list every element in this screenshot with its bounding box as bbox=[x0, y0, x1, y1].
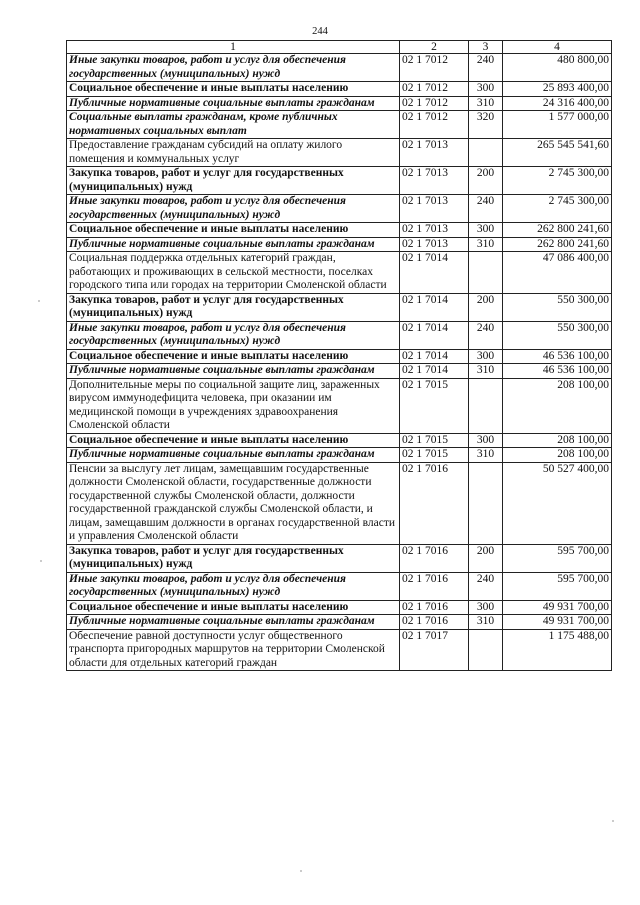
row-name: Закупка товаров, работ и услуг для государственных (муниципальных) нужд bbox=[67, 293, 400, 321]
row-expense-type: 200 bbox=[469, 544, 503, 572]
row-amount: 46 536 100,00 bbox=[503, 364, 612, 379]
row-expense-type: 300 bbox=[469, 223, 503, 238]
row-name: Социальное обеспечение и иные выплаты населению bbox=[67, 349, 400, 364]
row-target-code: 02 1 7016 bbox=[400, 544, 469, 572]
column-header-expense-type: 3 bbox=[469, 41, 503, 54]
table-row bbox=[67, 629, 612, 671]
row-amount: 1 577 000,00 bbox=[503, 111, 612, 139]
table-body bbox=[67, 54, 612, 671]
row-target-code: 02 1 7012 bbox=[400, 54, 469, 82]
row-amount: 595 700,00 bbox=[503, 544, 612, 572]
column-header-name: 1 bbox=[67, 41, 400, 54]
row-expense-type: 310 bbox=[469, 96, 503, 111]
row-amount: 265 545 541,60 bbox=[503, 139, 612, 167]
table-row bbox=[67, 544, 612, 572]
row-name: Социальное обеспечение и иные выплаты населению bbox=[67, 223, 400, 238]
row-name: Социальная поддержка отдельных категорий граждан, работающих и проживающих в сельской местности, поселках городского типа или городах на территории Смоленской области bbox=[67, 252, 400, 294]
table-row bbox=[67, 111, 612, 139]
row-target-code: 02 1 7014 bbox=[400, 321, 469, 349]
row-target-code: 02 1 7012 bbox=[400, 82, 469, 97]
table-row bbox=[67, 349, 612, 364]
row-target-code: 02 1 7017 bbox=[400, 629, 469, 671]
row-name: Закупка товаров, работ и услуг для государственных (муниципальных) нужд bbox=[67, 167, 400, 195]
row-name: Социальное обеспечение и иные выплаты населению bbox=[67, 433, 400, 448]
budget-table bbox=[66, 40, 612, 671]
row-expense-type: 200 bbox=[469, 293, 503, 321]
row-expense-type bbox=[469, 629, 503, 671]
row-target-code: 02 1 7012 bbox=[400, 96, 469, 111]
row-name: Иные закупки товаров, работ и услуг для обеспечения государственных (муниципальных) нужд bbox=[67, 572, 400, 600]
row-expense-type bbox=[469, 378, 503, 433]
row-expense-type: 240 bbox=[469, 195, 503, 223]
table-row bbox=[67, 139, 612, 167]
row-name: Публичные нормативные социальные выплаты гражданам bbox=[67, 364, 400, 379]
row-expense-type: 240 bbox=[469, 54, 503, 82]
row-amount: 208 100,00 bbox=[503, 448, 612, 463]
header-row bbox=[67, 41, 612, 54]
row-target-code: 02 1 7012 bbox=[400, 111, 469, 139]
row-name: Публичные нормативные социальные выплаты гражданам bbox=[67, 237, 400, 252]
row-target-code: 02 1 7014 bbox=[400, 252, 469, 294]
page-number: 244 bbox=[312, 26, 328, 37]
table-row bbox=[67, 600, 612, 615]
row-target-code: 02 1 7016 bbox=[400, 462, 469, 544]
row-name: Публичные нормативные социальные выплаты гражданам bbox=[67, 615, 400, 630]
table-row bbox=[67, 223, 612, 238]
row-target-code: 02 1 7013 bbox=[400, 195, 469, 223]
row-expense-type bbox=[469, 252, 503, 294]
row-name: Публичные нормативные социальные выплаты гражданам bbox=[67, 448, 400, 463]
table-row bbox=[67, 433, 612, 448]
row-name: Социальные выплаты гражданам, кроме публичных нормативных социальных выплат bbox=[67, 111, 400, 139]
row-expense-type: 240 bbox=[469, 572, 503, 600]
row-target-code: 02 1 7013 bbox=[400, 223, 469, 238]
row-expense-type: 310 bbox=[469, 448, 503, 463]
row-expense-type: 310 bbox=[469, 615, 503, 630]
scan-speck bbox=[38, 300, 40, 302]
table-row bbox=[67, 448, 612, 463]
row-amount: 2 745 300,00 bbox=[503, 195, 612, 223]
row-amount: 1 175 488,00 bbox=[503, 629, 612, 671]
row-amount: 46 536 100,00 bbox=[503, 349, 612, 364]
table-row bbox=[67, 462, 612, 544]
row-amount: 49 931 700,00 bbox=[503, 600, 612, 615]
row-target-code: 02 1 7013 bbox=[400, 139, 469, 167]
row-target-code: 02 1 7016 bbox=[400, 615, 469, 630]
row-target-code: 02 1 7014 bbox=[400, 349, 469, 364]
table-row bbox=[67, 364, 612, 379]
scan-speck bbox=[40, 560, 42, 562]
row-amount: 50 527 400,00 bbox=[503, 462, 612, 544]
row-amount: 262 800 241,60 bbox=[503, 223, 612, 238]
row-amount: 208 100,00 bbox=[503, 433, 612, 448]
row-expense-type bbox=[469, 462, 503, 544]
row-amount: 208 100,00 bbox=[503, 378, 612, 433]
table-row bbox=[67, 82, 612, 97]
row-expense-type: 300 bbox=[469, 600, 503, 615]
table-row bbox=[67, 167, 612, 195]
row-target-code: 02 1 7015 bbox=[400, 448, 469, 463]
row-expense-type: 300 bbox=[469, 82, 503, 97]
table-row bbox=[67, 615, 612, 630]
column-header-amount: 4 bbox=[503, 41, 612, 54]
row-name: Дополнительные меры по социальной защите лиц, зараженных вирусом иммунодефицита человека, при оказании им медицинской помощи в учреждениях здравоохранения Смоленской области bbox=[67, 378, 400, 433]
row-target-code: 02 1 7015 bbox=[400, 433, 469, 448]
row-amount: 550 300,00 bbox=[503, 293, 612, 321]
row-target-code: 02 1 7016 bbox=[400, 572, 469, 600]
row-expense-type: 300 bbox=[469, 349, 503, 364]
table-row bbox=[67, 321, 612, 349]
scan-speck bbox=[612, 820, 614, 822]
row-name: Социальное обеспечение и иные выплаты населению bbox=[67, 82, 400, 97]
row-amount: 24 316 400,00 bbox=[503, 96, 612, 111]
row-expense-type bbox=[469, 139, 503, 167]
row-target-code: 02 1 7015 bbox=[400, 378, 469, 433]
row-amount: 480 800,00 bbox=[503, 54, 612, 82]
table-row bbox=[67, 572, 612, 600]
row-target-code: 02 1 7013 bbox=[400, 167, 469, 195]
row-amount: 595 700,00 bbox=[503, 572, 612, 600]
row-target-code: 02 1 7014 bbox=[400, 293, 469, 321]
row-name: Обеспечение равной доступности услуг общественного транспорта пригородных маршрутов на территории Смоленской области для отдельных категорий граждан bbox=[67, 629, 400, 671]
row-name: Предоставление гражданам субсидий на оплату жилого помещения и коммунальных услуг bbox=[67, 139, 400, 167]
column-header-target-code: 2 bbox=[400, 41, 469, 54]
row-expense-type: 310 bbox=[469, 364, 503, 379]
table-row bbox=[67, 195, 612, 223]
row-name: Иные закупки товаров, работ и услуг для обеспечения государственных (муниципальных) нужд bbox=[67, 54, 400, 82]
row-target-code: 02 1 7016 bbox=[400, 600, 469, 615]
row-target-code: 02 1 7014 bbox=[400, 364, 469, 379]
row-name: Иные закупки товаров, работ и услуг для обеспечения государственных (муниципальных) нужд bbox=[67, 195, 400, 223]
scan-speck bbox=[300, 870, 302, 872]
row-expense-type: 200 bbox=[469, 167, 503, 195]
row-name: Пенсии за выслугу лет лицам, замещавшим государственные должности Смоленской области, государственные должности государственной службы Смоленской области, должности государственной гражданской службы Смоленской области, и лицам, замещавшим должности в органах государственной власти и управления Смоленской области bbox=[67, 462, 400, 544]
row-amount: 49 931 700,00 bbox=[503, 615, 612, 630]
row-name: Закупка товаров, работ и услуг для государственных (муниципальных) нужд bbox=[67, 544, 400, 572]
row-name: Публичные нормативные социальные выплаты гражданам bbox=[67, 96, 400, 111]
table-row bbox=[67, 54, 612, 82]
row-expense-type: 320 bbox=[469, 111, 503, 139]
row-amount: 47 086 400,00 bbox=[503, 252, 612, 294]
table-row bbox=[67, 96, 612, 111]
row-amount: 25 893 400,00 bbox=[503, 82, 612, 97]
row-name: Иные закупки товаров, работ и услуг для обеспечения государственных (муниципальных) нужд bbox=[67, 321, 400, 349]
row-expense-type: 240 bbox=[469, 321, 503, 349]
row-amount: 262 800 241,60 bbox=[503, 237, 612, 252]
row-amount: 2 745 300,00 bbox=[503, 167, 612, 195]
table-row bbox=[67, 378, 612, 433]
row-name: Социальное обеспечение и иные выплаты населению bbox=[67, 600, 400, 615]
row-expense-type: 300 bbox=[469, 433, 503, 448]
row-target-code: 02 1 7013 bbox=[400, 237, 469, 252]
row-expense-type: 310 bbox=[469, 237, 503, 252]
table-row bbox=[67, 293, 612, 321]
table-row bbox=[67, 237, 612, 252]
table-row bbox=[67, 252, 612, 294]
row-amount: 550 300,00 bbox=[503, 321, 612, 349]
